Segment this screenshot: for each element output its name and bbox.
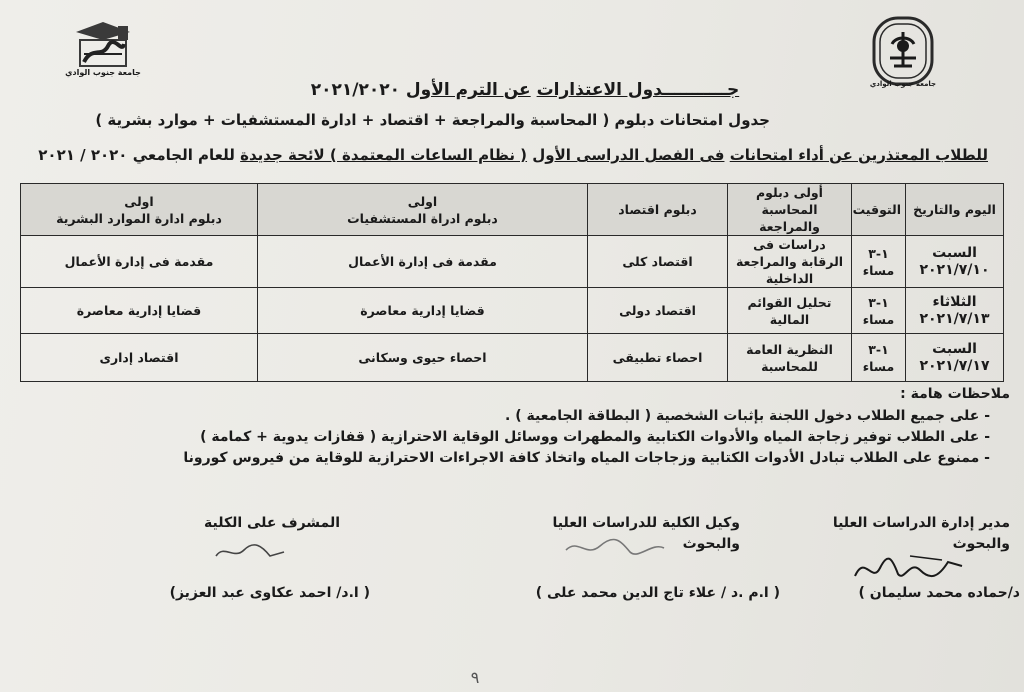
- signature-block-vice-dean: وكيل الكلية للدراسات العليا والبحوث: [552, 515, 740, 552]
- note-item: - ممنوع على الطلاب تبادل الأدوات الكتابية وزجاجات المياه واتخاذ كافة الاجراءات الاحترازية للوقاية من فيروس كورونا: [183, 450, 990, 466]
- cell-human-resources: اقتصاد إدارى: [21, 334, 258, 382]
- page-number: ٩: [470, 668, 480, 687]
- director-name: د/حماده محمد سليمان ): [858, 585, 1020, 601]
- header-hospital-management: اولى دبلوم ادراة المستشفيات: [258, 184, 588, 236]
- faculty-logo-caption: جامعة جنوب الوادي: [65, 68, 141, 77]
- cell-day: السبت ٢٠٢١/٧/١٧: [906, 334, 1004, 382]
- cell-economics: احصاء تطبيقى: [588, 334, 728, 382]
- cell-hospital-management: مقدمة فى إدارة الأعمال: [258, 236, 588, 288]
- handwritten-signature-director: [850, 548, 970, 588]
- university-logo: [868, 14, 938, 94]
- university-logo-caption: جامعة جنوب الوادي: [869, 80, 937, 88]
- cell-accounting: دراسات فى الرقابة والمراجعة الداخلية: [728, 236, 852, 288]
- cell-accounting: النظرية العامة للمحاسبة: [728, 334, 852, 382]
- faculty-logo: [58, 14, 148, 92]
- note-item: - على الطلاب توفير زجاجة المياه والأدوات الكتابية والمطهرات ووسائل الوقاية الاحترازية ( قفازات يدوية + كمامة ): [200, 429, 990, 445]
- table-row: [21, 236, 1004, 288]
- header-economics: دبلوم اقتصاد: [588, 184, 728, 236]
- table-header-row: [21, 184, 1004, 236]
- cell-human-resources: مقدمة فى إدارة الأعمال: [21, 236, 258, 288]
- vice-dean-name: ( ا.م .د / علاء تاج الدين محمد على ): [535, 585, 780, 601]
- cell-economics: اقتصاد دولى: [588, 288, 728, 334]
- cell-accounting: تحليل القوائم المالية: [728, 288, 852, 334]
- document-title: جـــــــــــدول الاعتذارات عن الترم الأول ٢٠٢١/٢٠٢٠: [310, 80, 740, 100]
- cell-time: ١-٣ مساء: [852, 334, 906, 382]
- notes-list: [150, 406, 990, 469]
- cell-hospital-management: قضايا إدارية معاصرة: [258, 288, 588, 334]
- table-row: [21, 288, 1004, 334]
- cell-day: السبت ٢٠٢١/٧/١٠: [906, 236, 1004, 288]
- header-accounting: أولى دبلوم المحاسبة والمراجعة: [728, 184, 852, 236]
- signature-block-supervisor: المشرف على الكلية: [204, 515, 340, 531]
- note-item: - على جميع الطلاب دخول اللجنة بإثبات الشخصية ( البطاقة الجامعية ) .: [505, 408, 990, 424]
- cell-day: الثلاثاء ٢٠٢١/٧/١٣: [906, 288, 1004, 334]
- handwritten-signature-supervisor: [210, 538, 290, 566]
- cell-human-resources: قضايا إدارية معاصرة: [21, 288, 258, 334]
- header-human-resources: اولى دبلوم ادارة الموارد البشرية: [21, 184, 258, 236]
- exam-schedule-table: [20, 183, 1004, 382]
- header-day: اليوم والتاريخ: [906, 184, 1004, 236]
- supervisor-name: ( ا.د/ احمد عكاوى عبد العزيز): [169, 585, 370, 601]
- notes-title: ملاحظات هامة :: [900, 386, 1010, 402]
- signature-block-director: مدير إدارة الدراسات العليا والبحوث: [832, 515, 1010, 552]
- header-time: التوقيت: [852, 184, 906, 236]
- cell-time: ١-٣ مساء: [852, 236, 906, 288]
- handwritten-signature-vice-dean: [560, 530, 670, 564]
- cell-economics: اقتصاد كلى: [588, 236, 728, 288]
- document-scope-line: للطلاب المعتذرين عن أداء امتحانات فى الفصل الدراسى الأول ( نظام الساعات المعتمدة ) لائحة جديدة للعام الجامعي ٢٠٢٠ / ٢٠٢١: [38, 146, 988, 164]
- document-subtitle: جدول امتحانات دبلوم ( المحاسبة والمراجعة + اقتصاد + ادارة المستشفيات + موارد بشرية ): [95, 111, 770, 129]
- cell-time: ١-٣ مساء: [852, 288, 906, 334]
- table-row: [21, 334, 1004, 382]
- cell-hospital-management: احصاء حيوى وسكانى: [258, 334, 588, 382]
